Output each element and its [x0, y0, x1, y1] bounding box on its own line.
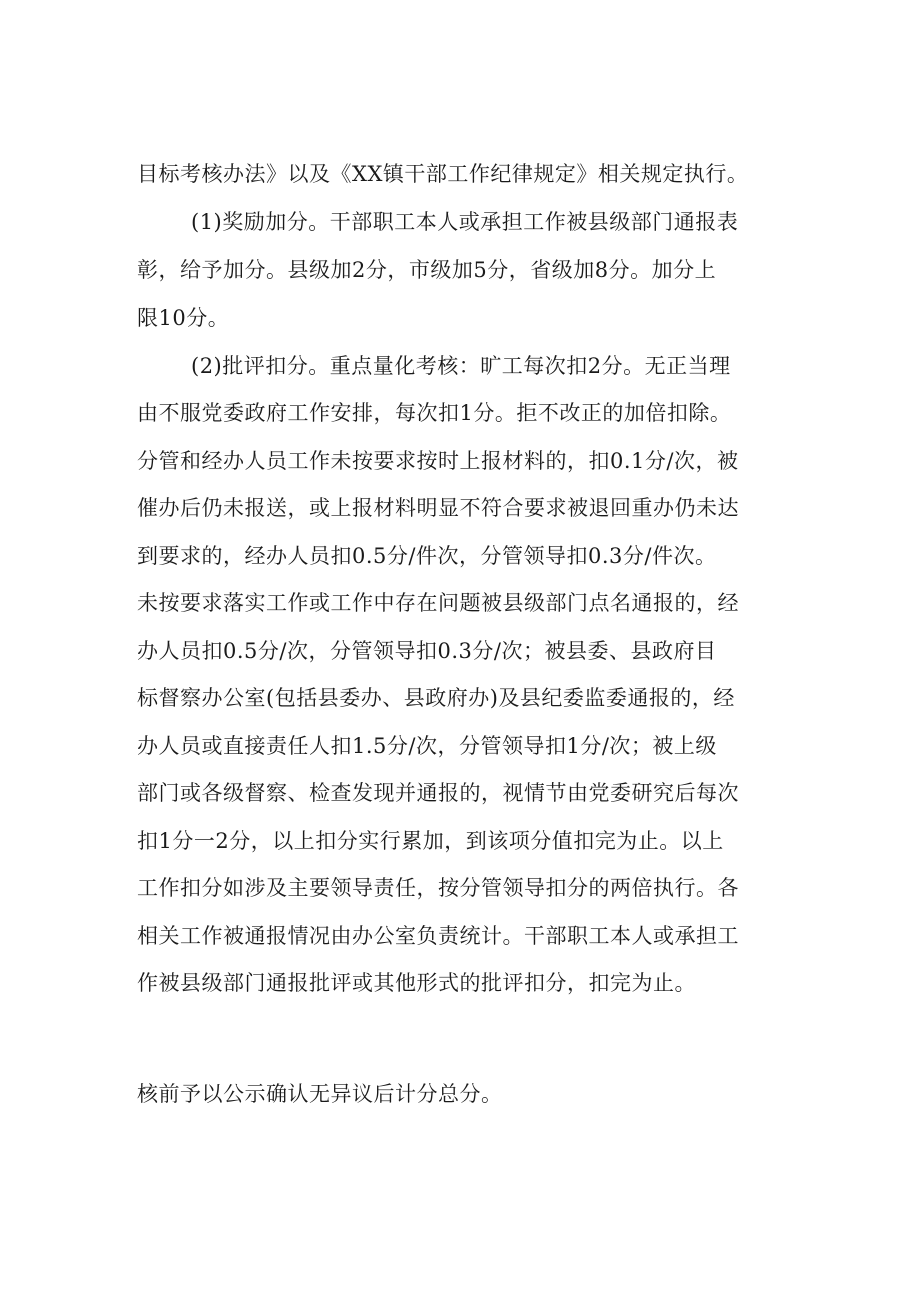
paragraph-penalty-line-9: 办人员或直接责任人扣1.5分/次，分管领导扣1分/次；被上级	[137, 734, 717, 758]
paragraph-reward-line-2: 彰，给予加分。县级加2分，市级加5分，省级加8分。加分上	[137, 258, 717, 282]
paragraph-penalty-line-12: 工作扣分如涉及主要领导责任，按分管领导扣分的两倍执行。各	[137, 876, 739, 900]
paragraph-penalty-line-6: 未按要求落实工作或工作中存在问题被县级部门点名通报的，经	[137, 591, 739, 615]
paragraph-reward-line-1: (1)奖励加分。干部职工本人或承担工作被县级部门通报表	[191, 210, 739, 234]
paragraph-reward-line-3: 限10分。	[137, 306, 230, 330]
text-line-1: 目标考核办法》以及《XX镇干部工作纪律规定》相关规定执行。	[137, 162, 749, 186]
paragraph-penalty-line-8: 标督察办公室(包括县委办、县政府办)及县纪委监委通报的，经	[137, 686, 735, 710]
paragraph-penalty-line-3: 分管和经办人员工作未按要求按时上报材料的，扣0.1分/次，被	[137, 449, 739, 473]
paragraph-penalty-line-4: 催办后仍未报送，或上报材料明显不符合要求被退回重办仍未达	[137, 496, 739, 520]
paragraph-penalty-line-14: 作被县级部门通报批评或其他形式的批评扣分，扣完为止。	[137, 971, 696, 995]
paragraph-penalty-line-10: 部门或各级督察、检查发现并通报的，视情节由党委研究后每次	[137, 781, 739, 805]
paragraph-penalty-line-7: 办人员扣0.5分/次，分管领导扣0.3分/次；被县委、县政府目	[137, 639, 717, 663]
paragraph-penalty-line-5: 到要求的，经办人员扣0.5分/件次，分管领导扣0.3分/件次。	[137, 544, 717, 568]
paragraph-penalty-line-11: 扣1分一2分，以上扣分实行累加，到该项分值扣完为止。以上	[137, 829, 724, 853]
text-line-final: 核前予以公示确认无异议后计分总分。	[137, 1082, 503, 1106]
paragraph-penalty-line-1: (2)批评扣分。重点量化考核：旷工每次扣2分。无正当理	[191, 354, 731, 378]
paragraph-penalty-line-13: 相关工作被通报情况由办公室负责统计。干部职工本人或承担工	[137, 924, 739, 948]
paragraph-penalty-line-2: 由不服党委政府工作安排，每次扣1分。拒不改正的加倍扣除。	[137, 401, 732, 425]
